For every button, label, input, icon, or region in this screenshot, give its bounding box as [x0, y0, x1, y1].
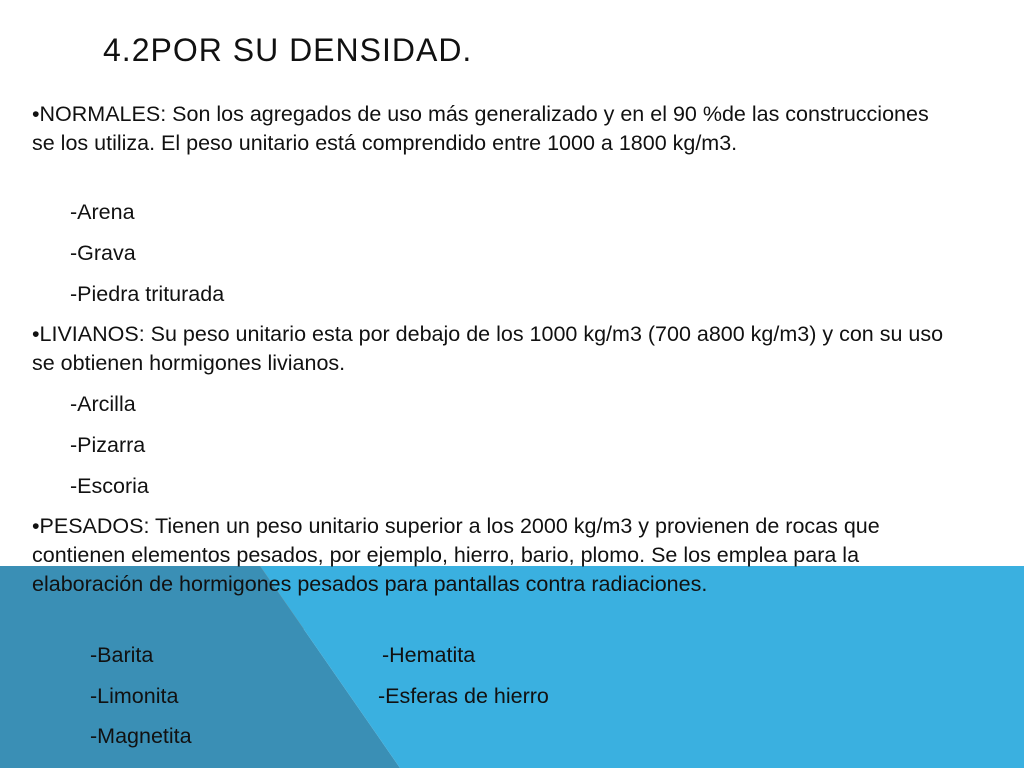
list-item: -Magnetita	[90, 724, 192, 748]
paragraph-pesados	[32, 512, 952, 599]
list-item: -Barita	[90, 643, 154, 667]
paragraph-normales	[32, 100, 952, 158]
bullet: •	[32, 514, 40, 538]
list-item: -Arena	[70, 200, 135, 224]
list-item: -Escoria	[70, 474, 149, 498]
bullet: •	[32, 102, 40, 126]
list-item: -Pizarra	[70, 433, 146, 457]
list-item: -Hematita	[382, 643, 476, 667]
bullet: •	[32, 322, 40, 346]
normales-text: NORMALES: Son los agregados de uso más generalizado y en el 90 %de las construcciones se los utiliza. El peso unitario está comprendido entre 1000 a 1800 kg/m3.	[32, 102, 929, 155]
list-item: -Arcilla	[70, 392, 136, 416]
paragraph-livianos	[32, 320, 952, 378]
livianos-text: LIVIANOS: Su peso unitario esta por debajo de los 1000 kg/m3 (700 a800 kg/m3) y con su uso se obtienen hormigones livianos.	[32, 322, 944, 375]
list-item: -Piedra triturada	[70, 282, 225, 306]
list-item: -Limonita	[90, 684, 179, 708]
slide-title: 4.2POR SU DENSIDAD.	[103, 32, 473, 68]
pesados-text: PESADOS: Tienen un peso unitario superior a los 2000 kg/m3 y provienen de rocas que contienen elementos pesados, por ejemplo, hierro, bario, plomo. Se los emplea para la elaboración de hormigones pesados para pantallas contra radiaciones.	[32, 514, 880, 596]
list-item: -Grava	[70, 241, 136, 265]
list-item: -Esferas de hierro	[378, 684, 549, 708]
